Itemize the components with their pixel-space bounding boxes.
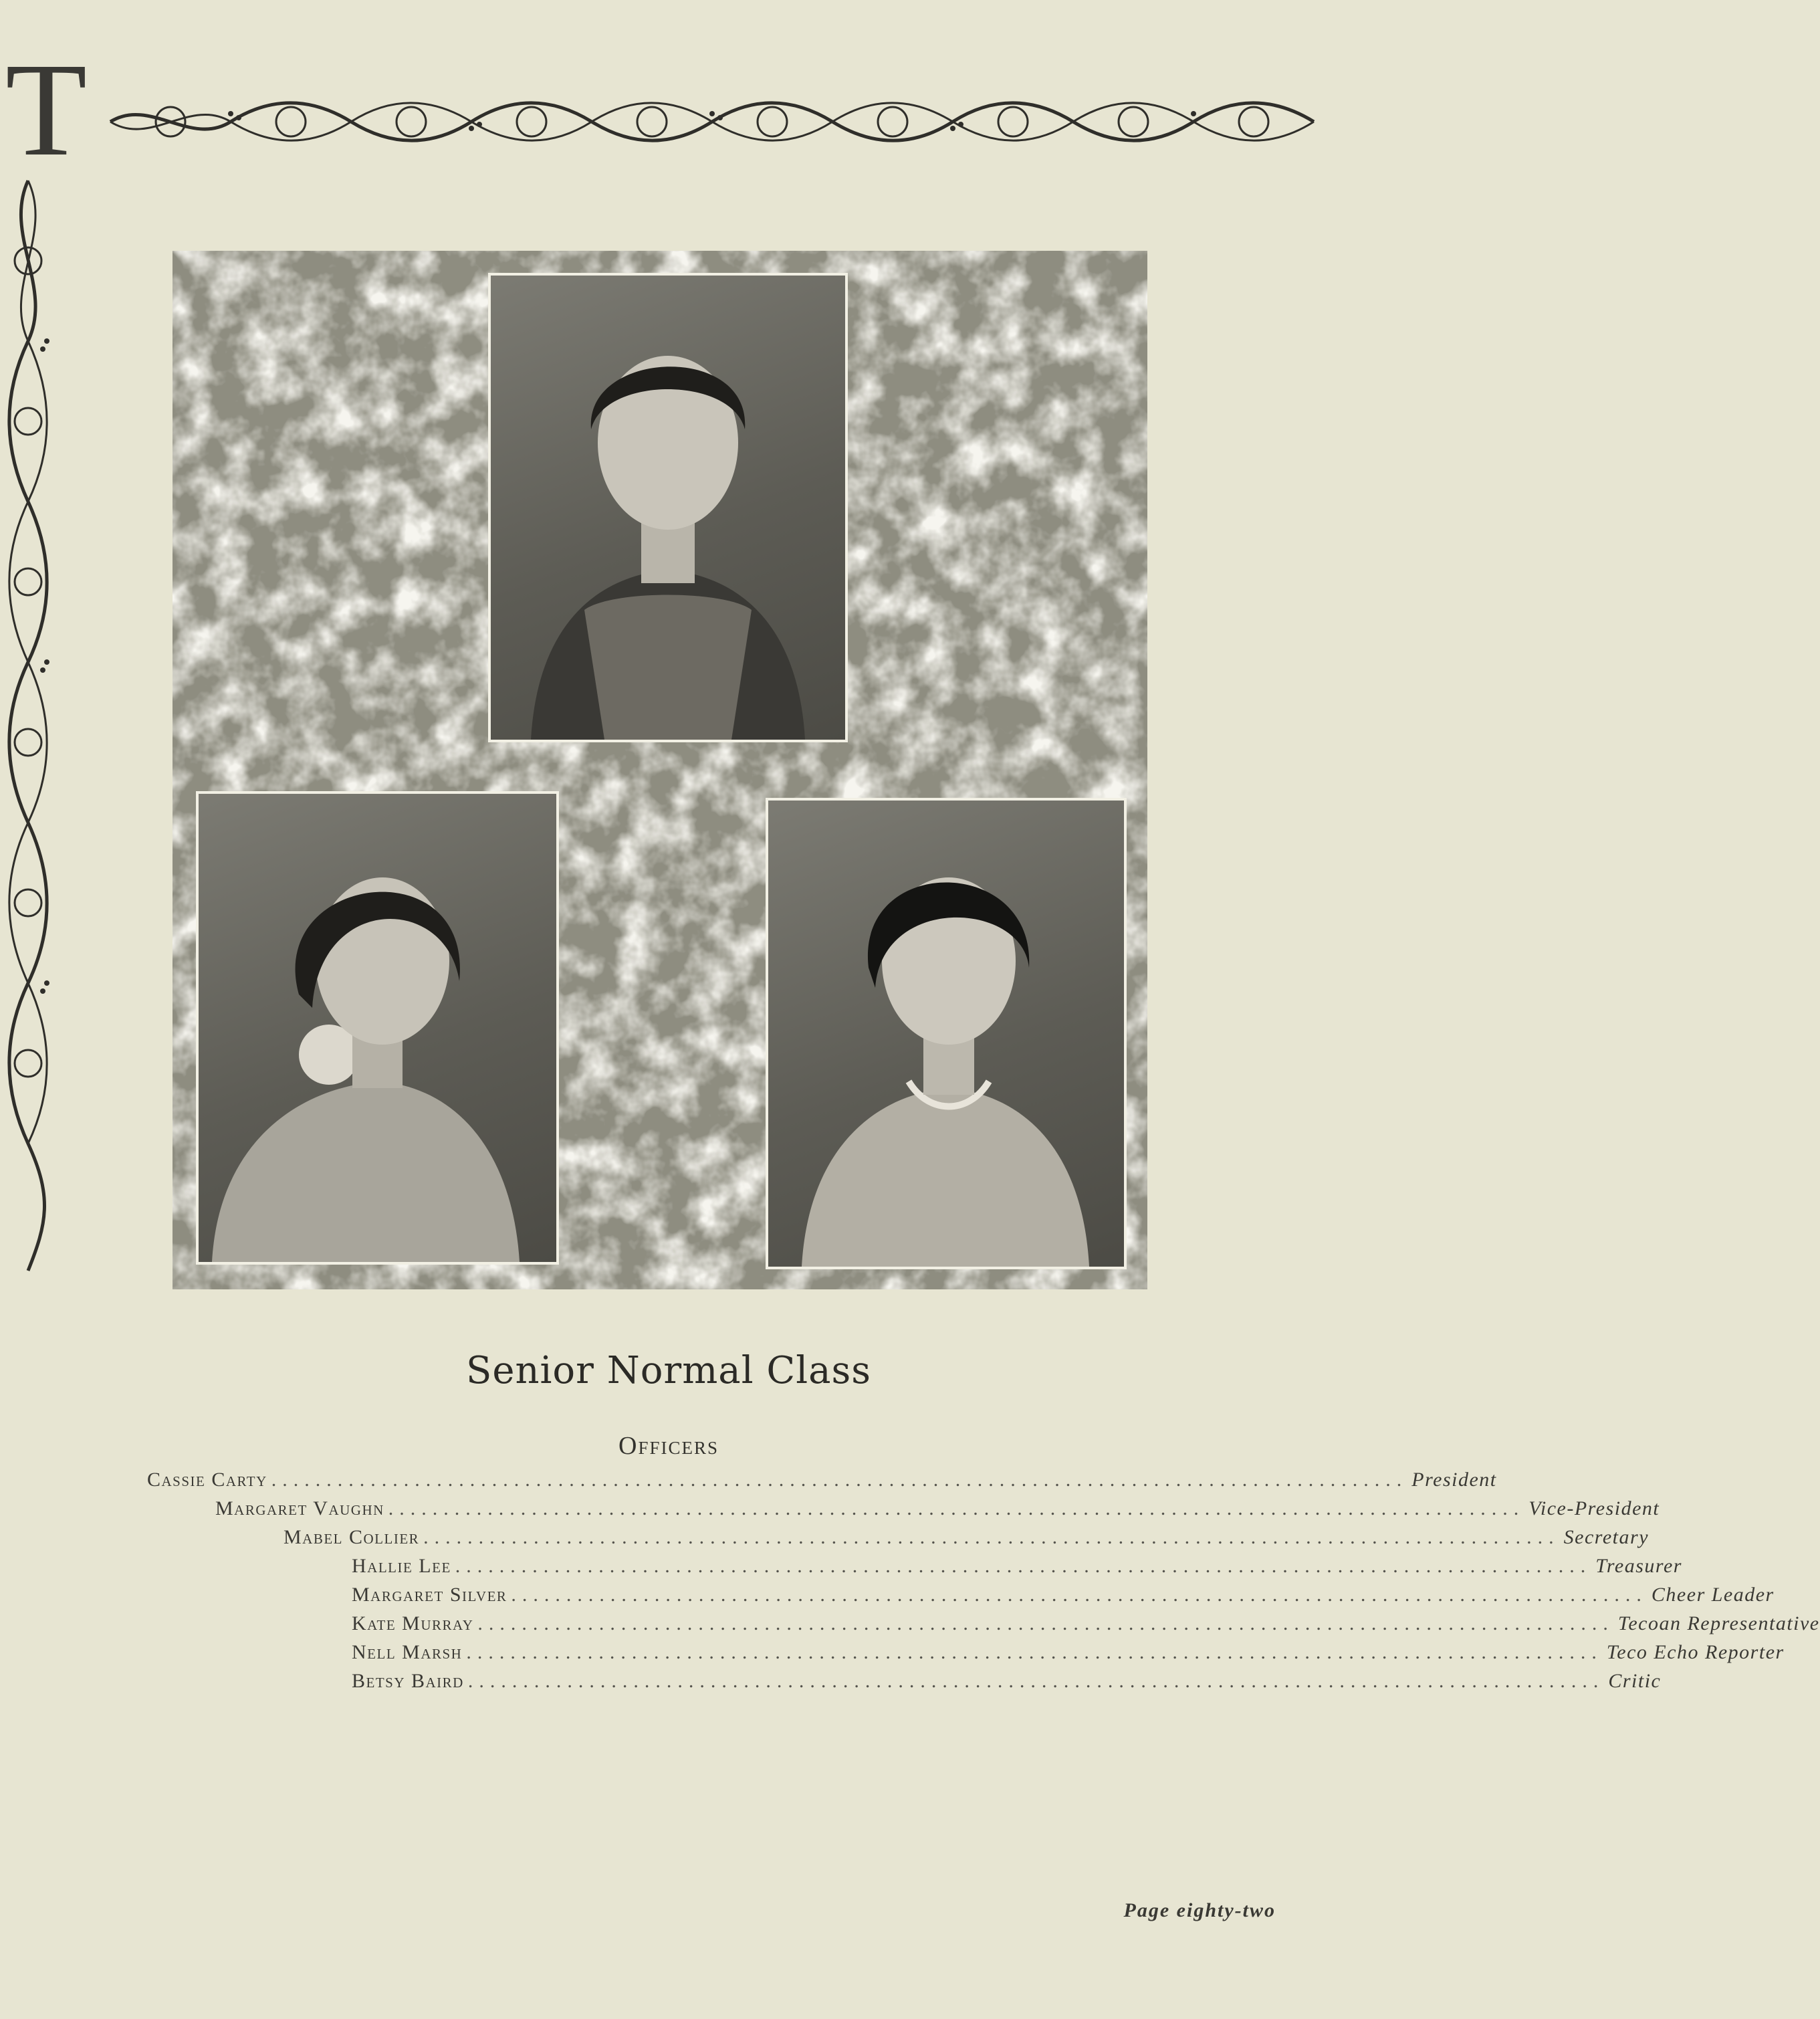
dot-leader: .......................................................................................................	[455, 1555, 1592, 1577]
officer-name: Margaret Silver	[352, 1584, 507, 1606]
floral-vine-border-top-icon	[110, 94, 1314, 150]
officer-role: Tecoan Representative	[1617, 1612, 1820, 1634]
officer-name: Betsy Baird	[352, 1670, 464, 1692]
portrait-photo-bottom-right	[766, 798, 1127, 1269]
portrait-photo-top	[488, 273, 848, 742]
officer-row	[215, 1497, 1660, 1524]
photo-panel	[173, 251, 1147, 1289]
dot-leader: .......................................................................................................	[511, 1584, 1647, 1606]
officer-name: Margaret Vaughn	[215, 1497, 384, 1519]
officer-name: Mabel Collier	[283, 1526, 420, 1548]
officer-name: Nell Marsh	[352, 1641, 463, 1663]
portrait-photo-bottom-left	[196, 791, 559, 1265]
officer-row	[352, 1641, 1785, 1668]
officer-row	[352, 1670, 1662, 1697]
officer-role: President	[1411, 1469, 1497, 1491]
officer-role: Teco Echo Reporter	[1606, 1641, 1785, 1663]
officer-role: Vice-President	[1528, 1497, 1660, 1519]
dot-leader: .......................................................................................................	[423, 1526, 1560, 1548]
page-number: Page eighty-two	[1123, 1899, 1276, 1921]
portrait-figure-icon	[491, 276, 845, 740]
officer-row	[283, 1526, 1650, 1553]
officer-row	[352, 1584, 1775, 1610]
officers-heading: Officers	[618, 1432, 719, 1460]
officer-role: Critic	[1608, 1670, 1662, 1692]
drop-cap-letter: T	[5, 36, 88, 184]
portrait-figure-icon	[768, 801, 1124, 1267]
officer-row	[352, 1612, 1820, 1639]
officer-role: Secretary	[1563, 1526, 1650, 1548]
officer-name: Hallie Lee	[352, 1555, 451, 1577]
officer-role: Treasurer	[1595, 1555, 1682, 1577]
page-title: Senior Normal Class	[465, 1349, 872, 1392]
officer-name: Kate Murray	[352, 1612, 474, 1634]
officer-name: Cassie Carty	[147, 1469, 267, 1491]
floral-vine-border-left-icon	[0, 181, 57, 1271]
dot-leader: .......................................................................................................	[466, 1641, 1603, 1663]
officer-row	[147, 1469, 1497, 1495]
portrait-figure-icon	[199, 794, 556, 1262]
officer-role: Cheer Leader	[1651, 1584, 1775, 1606]
dot-leader: .......................................................................................................	[477, 1612, 1614, 1634]
dot-leader: .......................................................................................................	[467, 1670, 1605, 1692]
officer-row	[352, 1555, 1682, 1582]
dot-leader: .......................................................................................................	[271, 1469, 1408, 1491]
dot-leader: .......................................................................................................	[388, 1497, 1525, 1519]
